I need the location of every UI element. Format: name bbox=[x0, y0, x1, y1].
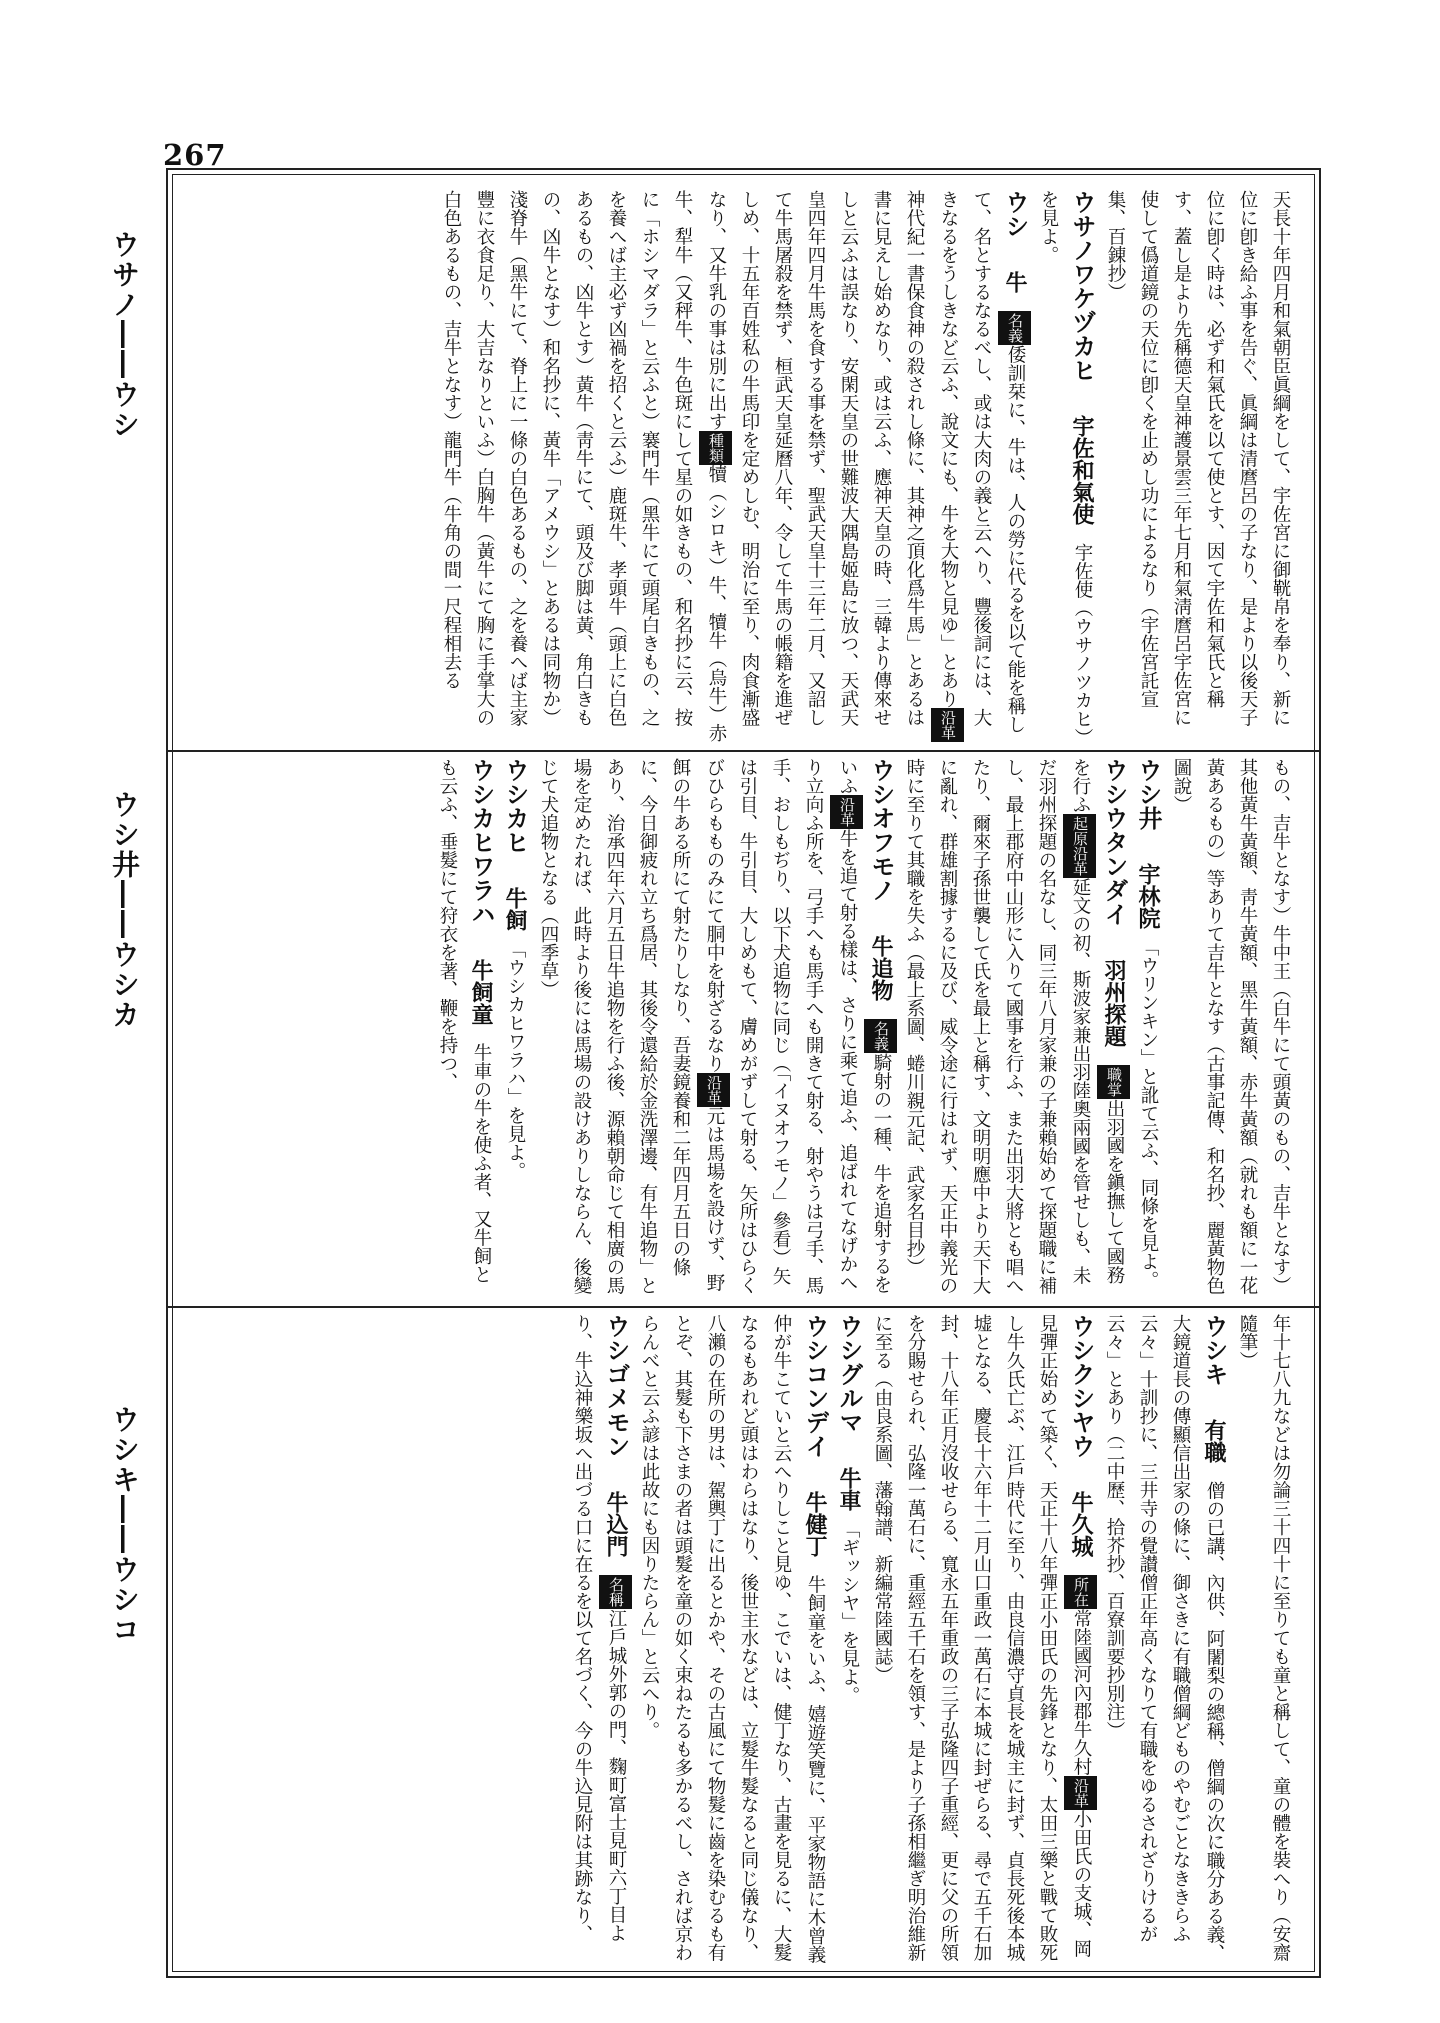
thumb-index-2: ウシ井――ウシカ bbox=[108, 790, 141, 1030]
headword-kanji: 牛飼 bbox=[502, 886, 528, 931]
headword-kanji: 牛 bbox=[1002, 270, 1028, 293]
entry-text: 僧の已講、內供、阿闍梨の總稱、僧綱の次に職分ある義、大鏡道長の傳顯信出家の條に、御さきに有職僧綱どものやむごとなききらふ云々」十訓抄に、三井寺の覺讃僧正年高くなりて有職をゆるされざりけるが云々」とあり（二中歷、拾芥抄、百寮訓要抄別注） bbox=[1104, 1314, 1225, 1962]
text-columns bbox=[435, 190, 1297, 742]
entry-text: 「ウリンキン」と訛て云ふ、同條を見よ。 bbox=[1138, 947, 1159, 1290]
category-tag: 名義 bbox=[864, 1019, 897, 1053]
headword-kanji: 宇佐和氣使 bbox=[1069, 414, 1095, 525]
headword-kanji: 牛込門 bbox=[603, 1490, 629, 1557]
entry-text: 牛飼童をいふ、嬉遊笑覽に、平家物語に木曾義仲が牛こていと云へりしこと見ゆ、こでいは、健丁なり、古畫を見るに、大髮なるもあれど頭はわらはなり、後世主水などは、立髮牛髮なると同じ儀なり、八瀨の在所の男は、駕輿丁に出るとかや、その古風にて物髮に齒を染むるも有とぞ、其髮も下さまの者は頭髮を童の如く束ねたるも多かるべし、されば京わらんべと云ふ諺は此故にも因りたらん」と云へり。 bbox=[639, 1314, 826, 1964]
headword-kanji: 牛車 bbox=[836, 1466, 862, 1511]
category-tag: 種類 bbox=[699, 431, 732, 465]
category-tag: 沿革 bbox=[931, 708, 964, 742]
entry-text: 犢（シロキ）牛、犢牛（烏牛）赤牛、犁牛（又秤牛、牛色斑にして星の如きもの、和名抄に云、按に「ホシマダラ」と云ふと）褰門牛（黑牛にて頭尾白きもの、之を養へば主必ず凶禍を招くと云ふ）鹿斑牛、孝頭牛（頭上に白色あるもの、凶牛とす）黃牛（靑牛にて、頭及び脚は黃、角白きもの、凶牛となす）和名抄に、黃牛「アメウシ」とあるは同物か）淺脊牛（黑牛にて、脊上に一條の白色あるもの、之を養へば主家豐に衣食足り、大吉なりといふ）白胸牛（黃牛にて胸に手掌大の白色あるもの、吉牛となす）龍門牛（牛角の間一尺程相去る bbox=[441, 190, 727, 742]
entry-text: 「ウシカヒワラハ」を見よ。 bbox=[505, 949, 526, 1181]
category-tag: 起原沿革 bbox=[1063, 814, 1096, 878]
category-tag: 名義 bbox=[998, 311, 1031, 345]
continued-text: 天長十年四月和氣朝臣眞綱をして、宇佐宮に御𩊠帛を奉り、新に位に卽き給ふ事を告ぐ、眞綱は清麿呂の子なり、是より以後天子位に卽く時は、必ず和氣氏を以て使とす、因て宇佐和氣氏と稱す、蓋し是より先稱德天皇神護景雲三年七月和氣淸麿呂宇佐宮に使して僞道鏡の天位に卽くを止めし功によるなり（宇佐宮託宣集、百錬抄） bbox=[1105, 190, 1291, 727]
entry-text: 常陸國河內郡牛久村 bbox=[1071, 1609, 1092, 1776]
headword: ウシ井 bbox=[1134, 758, 1162, 830]
headword: ウシカヒワラハ bbox=[467, 758, 495, 926]
entry-text: 江戶城外郭の門、麴町富士見町六丁目より、牛込神樂坂へ出づる口に在るを以て名づく、今の牛込見附は其跡なり、 bbox=[572, 1314, 627, 1943]
headword: ウシグルマ bbox=[835, 1314, 863, 1434]
headword: ウシオフモノ bbox=[867, 758, 895, 902]
entry-text: 「ギッシヤ」を見よ。 bbox=[839, 1529, 860, 1705]
headword: ウシカヒ bbox=[501, 758, 529, 854]
headword-kanji: 宇林院 bbox=[1135, 862, 1161, 929]
headword: ウシキ bbox=[1200, 1314, 1228, 1386]
entry-text: 出羽國を鎭撫して國務を行ふ bbox=[1070, 758, 1125, 1284]
category-tag: 所在 bbox=[1064, 1575, 1097, 1609]
headword-kanji: 羽州探題 bbox=[1101, 958, 1127, 1047]
entry-text: 騎射の一種、牛を追射するをいふ bbox=[837, 758, 892, 1294]
entry-text: 牛を追て射る樣は、さりに乘て追ふ、追ばれてなげかへり立向ふ所を、弓手へも馬手へも開きて射る、射やうは弓手、馬手、おしもぢり、以下犬追物に同じ（「イヌオフモノ」參看）矢は引目、牛引目、大しめもて、膚めがずして射る、矢所はひらくびひらもものみにて胴中を射ざるなり bbox=[704, 758, 858, 1295]
entry-text: 延文の初、斯波家兼出羽陸奧兩國を管せしも、未だ羽州探題の名なし、同三年八月家兼の子兼賴始めて探題職に補し、最上郡府中山形に入りて國事を行ふ、また出羽大將とも唱へたり、爾來子孫世襲して氏を最上と稱す、文明明應中より天下大に亂れ、群雄割據するに及び、威令途に行はれず、天正中義光の時に至りて其職を失ふ（最上系圖、蜷川親元記、武家名目抄） bbox=[904, 758, 1091, 1295]
entry-text: 倭訓栞に、牛は、人の勞に代るを以て能を稱して、名とするなるべし、或は大肉の義と云へり、豐後詞には、大きなるをうしきなど云ふ、說文にも、牛を大物と見ゆ」とあり bbox=[938, 190, 1026, 734]
section-top bbox=[172, 190, 1315, 742]
headword: ウシ bbox=[1001, 190, 1029, 238]
headword-kanji: 有職 bbox=[1201, 1418, 1227, 1463]
entry-text: 神代紀一書保食神の殺されし條に、其神之頂化爲牛馬」とあるは書に見えし始めなり、或は云ふ、應神天皇の時、三韓より傳來せしと云ふは誤なり、安閑天皇の世難波大隅島姬島に放つ、天武天皇四年四月牛馬を食する事を禁ず、聖武天皇十三年二月、又詔して牛馬屠殺を禁ず、桓武天皇延曆八年、令して牛馬の帳籍を進ぜしめ、十五年百姓私の牛馬印を定めしむ、明治に至り、肉食漸盛なり、又牛乳の事は別に出す bbox=[706, 190, 925, 727]
headword-kanji: 牛久城 bbox=[1068, 1490, 1094, 1557]
headword: ウシクシヤウ bbox=[1067, 1314, 1095, 1458]
section-divider-1 bbox=[166, 750, 1321, 752]
category-tag: 名稱 bbox=[599, 1575, 632, 1609]
section-divider-2 bbox=[166, 1306, 1321, 1308]
headword-kanji: 牛健丁 bbox=[802, 1490, 828, 1557]
headword: ウシコンデイ bbox=[801, 1314, 829, 1458]
headword: ウシウタンダイ bbox=[1100, 758, 1128, 926]
section-middle bbox=[172, 758, 1315, 1298]
headword-kanji: 牛飼童 bbox=[468, 958, 494, 1025]
entry-text: 小田氏の支城、岡見彈正始めて築く、天正十八年彈正小田氏の先鋒となり、太田三樂と戰て敗死し牛久氏亡ぶ、江戶時代に至り、由良信濃守貞長を城主に封ず、貞長死後本城墟となる、慶長十六年十二月山口重政一萬石に本城に封ぜらる、尋で五千石加封、十八年正月沒收せらる、寬永五年重政の三子弘隆四子重經、更に父の所領を分賜せられ、弘隆一萬石に、重經五千石を領す、是より子孫相繼ぎ明治維新に至る（由良系圖、藩翰譜、新編常陸國誌） bbox=[872, 1314, 1092, 1962]
section-bottom bbox=[172, 1314, 1315, 1966]
headword: ウサノワケヅカヒ bbox=[1068, 190, 1096, 382]
entry-text: 宇佐使（ウサノツカヒ）を見よ。 bbox=[1038, 190, 1093, 738]
category-tag: 沿革 bbox=[697, 1073, 730, 1107]
text-columns bbox=[431, 758, 1297, 1298]
headword-kanji: 牛追物 bbox=[868, 934, 894, 1001]
category-tag: 沿革 bbox=[830, 795, 863, 829]
thumb-index-3: ウシキ――ウシコ bbox=[108, 1405, 141, 1645]
page-number: 267 bbox=[163, 138, 227, 172]
continued-text: もの、吉牛となす）牛中王（白牛にて頭黃のもの、吉牛となす）其他黃牛黃額、靑牛黃額、黑牛黃額、赤牛黃額（就れも額に一花黃あるもの）等ありて吉牛となす（古事記傳、和名抄、麗黃物色圖說） bbox=[1171, 758, 1291, 1295]
category-tag: 沿革 bbox=[1064, 1776, 1097, 1810]
continued-text: 年十七八九などは勿論三十四十に至りても童と稱して、童の體を裝へり（安齋隨筆） bbox=[1237, 1314, 1291, 1962]
headword: ウシゴメモン bbox=[602, 1314, 630, 1458]
thumb-index-1: ウサノ――ウシ bbox=[108, 230, 141, 440]
entry-text: 元は馬場を設けず、野餌の牛ある所にて射たりしなり、吾妻鏡養和二年四月五日の條に、今日御疲れ立ち爲居、其後令還給於金洗澤邊、有牛追物」とあり、治承四年六月五日牛追物を行ふ後、源賴朝命じて相廣の馬場を定めたれば、此時より後には馬場の設けありしならん、後變じて犬追物となる（四季草） bbox=[538, 758, 725, 1295]
entry-text: 牛車の牛を使ふ者、又牛飼とも云ふ、垂髮にて狩衣を著、鞭を持つ、 bbox=[437, 758, 492, 1284]
text-columns bbox=[566, 1314, 1297, 1966]
category-tag: 職掌 bbox=[1097, 1065, 1130, 1099]
